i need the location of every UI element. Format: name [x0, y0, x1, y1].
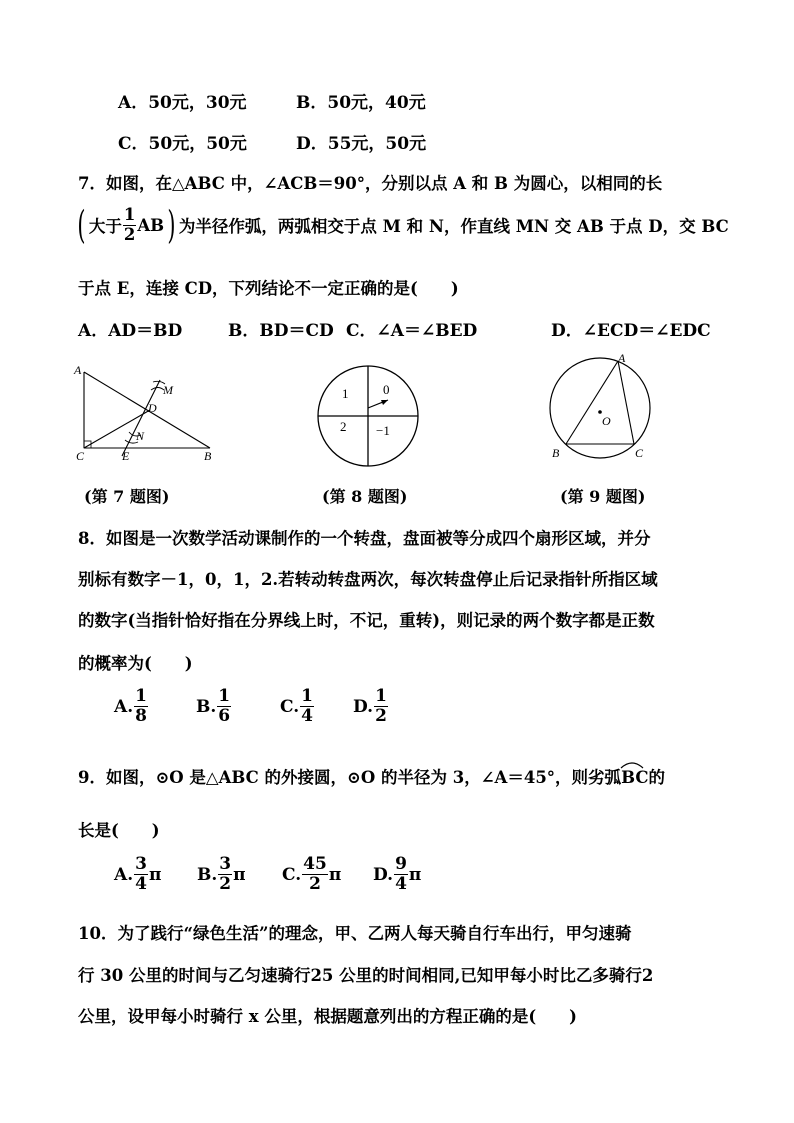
circumcircle [550, 358, 650, 458]
q7-stem-line2: ( 大于 $\frac{1}{2}$ AB ) 为半径作弧，两弧相交于点 M 和 N，作直线 MN 交 AB 于点 D，交 BC [77, 203, 729, 247]
figure-8-caption: (第 8 题图) [322, 487, 408, 506]
q6-option-c: C．50元，50元 [118, 134, 247, 154]
q6-option-a: A．50元，30元 [118, 93, 247, 113]
label-c: C [76, 449, 85, 463]
label-b: B [204, 449, 212, 463]
q8-option-d: D. $\frac{1}{2}$ [353, 686, 387, 726]
label-c: C [635, 446, 644, 460]
q7-option-d: D．∠ECD＝∠EDC [551, 321, 711, 341]
q7-fraction: $\frac{1}{2}$ [123, 205, 136, 244]
label-d: D [148, 401, 157, 415]
q6-option-d: D．55元，50元 [296, 134, 427, 154]
q8-option-a: A. $\frac{1}{8}$ [114, 686, 147, 726]
paren-close: ) [167, 203, 176, 247]
figure-8-spinner [312, 360, 424, 472]
figure-9-caption: (第 9 题图) [560, 487, 646, 506]
q7-option-a: A．AD＝BD [78, 321, 183, 341]
figure-7 [70, 360, 230, 470]
arc-bc: BC [621, 768, 648, 787]
label-a: A [618, 351, 626, 365]
q8-option-b: B. $\frac{1}{6}$ [196, 686, 231, 726]
label-n: N [136, 429, 145, 443]
label-a: A [74, 363, 82, 377]
q9-option-b: B. $\frac{3}{2}$ π [197, 854, 246, 894]
q9-stem-line1: 9．如图，⊙O 是△ABC 的外接圆，⊙O 的半径为 3，∠A＝45°，则劣弧 BC的 [78, 764, 665, 788]
q9-option-a: A. $\frac{3}{4}$ π [114, 854, 162, 894]
q7-stem-line1: 7．如图，在△ABC 中，∠ACB＝90°，分别以点 A 和 B 为圆心，以相同的长 [78, 174, 663, 193]
figure-7-caption: (第 7 题图) [84, 487, 170, 506]
q8-option-c: C. $\frac{1}{4}$ [280, 686, 313, 726]
pointer-arrowhead [381, 400, 388, 405]
q10-stem-line1: 10．为了践行“绿色生活”的理念，甲、乙两人每天骑自行车出行，甲匀速骑 [78, 924, 632, 943]
q10-stem-line3: 公里，设甲每小时骑行 x 公里，根据题意列出的方程正确的是( ) [78, 1007, 577, 1026]
label-b: B [552, 446, 560, 460]
q7-option-b: B．BD＝CD [228, 321, 334, 341]
q9-stem-line2: 长是( ) [78, 821, 160, 840]
sector-neg1: −1 [376, 423, 390, 438]
q7-stem-line3: 于点 E，连接 CD，下列结论不一定正确的是( ) [78, 279, 459, 298]
q8-stem-line3: 的数字(当指针恰好指在分界线上时，不记，重转)，则记录的两个数字都是正数 [78, 611, 655, 630]
line-mn [122, 380, 160, 456]
q8-stem-line1: 8．如图是一次数学活动课制作的一个转盘，盘面被等分成四个扇形区域，并分 [78, 529, 651, 548]
label-e: E [122, 449, 130, 463]
sector-0: 0 [383, 382, 390, 397]
q8-stem-line2: 别标有数字－1，0，1，2.若转动转盘两次，每次转盘停止后记录指针所指区域 [78, 570, 658, 589]
q7-option-c: C．∠A＝∠BED [346, 321, 478, 341]
segment-ab [566, 361, 618, 444]
paren-open: ( [77, 203, 86, 247]
q10-stem-line2: 行 30 公里的时间与乙匀速骑行25 公里的时间相同,已知甲每小时比乙多骑行2 [78, 966, 654, 985]
sector-2: 2 [340, 419, 347, 434]
segment-ac [618, 361, 634, 444]
figure-9 [542, 350, 662, 466]
label-o: O [602, 414, 611, 428]
label-m: M [163, 383, 173, 397]
q9-option-d: D. $\frac{9}{4}$ π [373, 854, 422, 894]
q6-option-b: B．50元，40元 [296, 93, 426, 113]
q9-option-c: C. $\frac{45}{2}$ π [282, 854, 342, 894]
sector-1: 1 [342, 386, 349, 401]
q8-stem-line4: 的概率为( ) [78, 654, 193, 673]
arc-symbol-icon [619, 760, 645, 770]
